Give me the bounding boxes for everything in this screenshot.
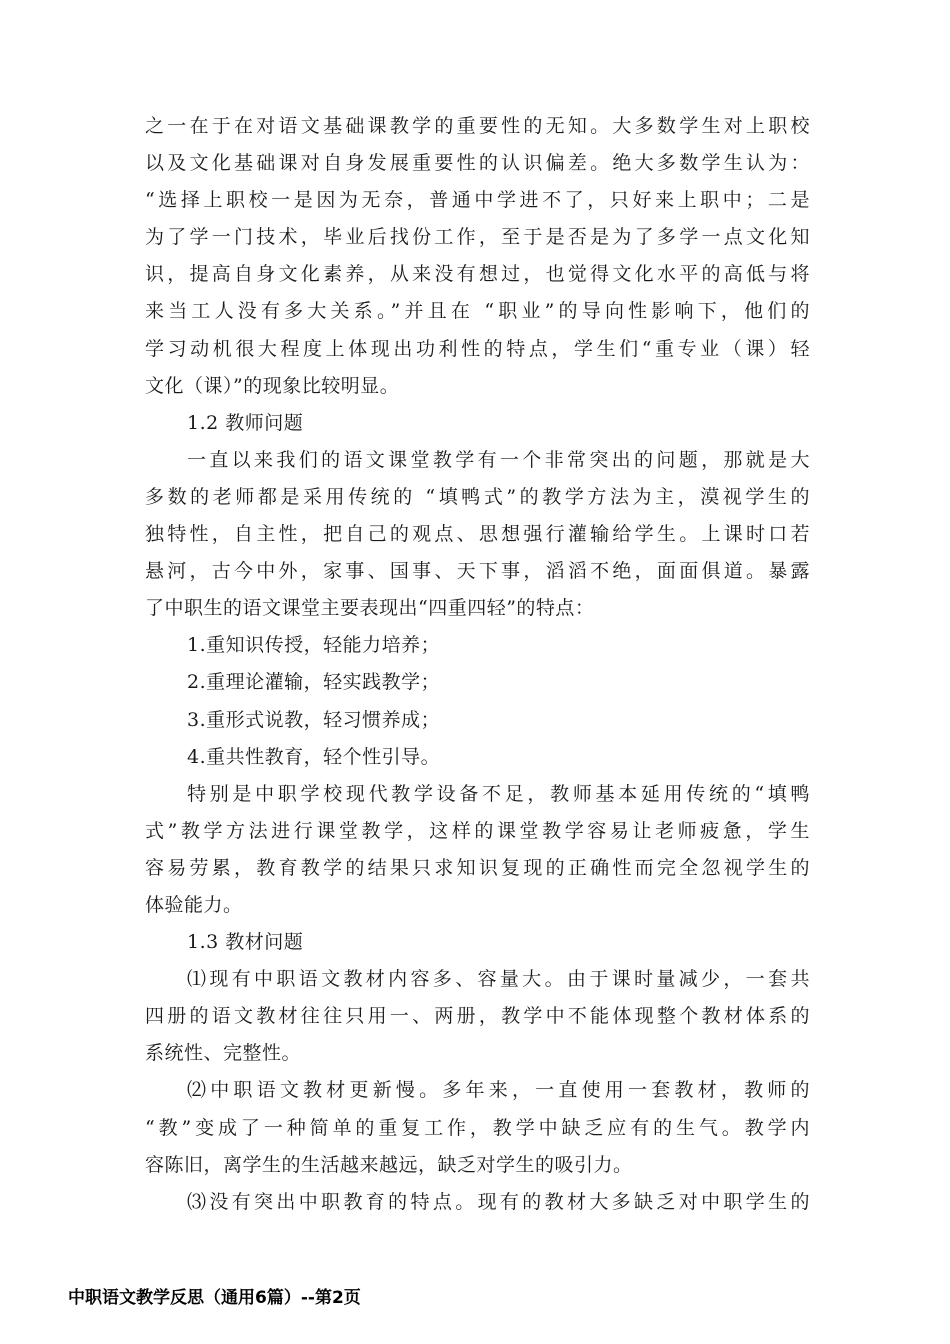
paragraph-line: 一直以来我们的语文课堂教学有一个非常突出的问题，那就是大 bbox=[187, 448, 810, 471]
paragraph-line: 为了学一门技术，毕业后找份工作，至于是否是为了多学一点文化知 bbox=[145, 226, 810, 249]
paragraph-line: 式”教学方法进行课堂教学，这样的课堂教学容易让老师疲惫，学生 bbox=[145, 819, 810, 842]
section-heading-line: 1.重知识传授，轻能力培养； bbox=[187, 634, 441, 657]
paragraph-line: 系统性、完整性。 bbox=[145, 1042, 302, 1065]
paragraph-line: 容易劳累，教育教学的结果只求知识复现的正确性而完全忽视学生的 bbox=[145, 856, 810, 879]
paragraph-line: 容陈旧，离学生的生活越来越远，缺乏对学生的吸引力。 bbox=[145, 1153, 633, 1176]
section-heading-line: 1.2 教师问题 bbox=[187, 411, 304, 434]
page-footer: 中职语文教学反思（通用6篇）--第2页 bbox=[68, 1288, 361, 1308]
paragraph-line: 体验能力。 bbox=[145, 893, 243, 916]
section-heading-line: 4.重共性教育，轻个性引导。 bbox=[187, 745, 441, 768]
paragraph-line: 四册的语文教材往往只用一、两册，教学中不能体现整个教材体系的 bbox=[145, 1005, 810, 1028]
section-heading-line: 1.3 教材问题 bbox=[187, 931, 304, 954]
section-heading-line: 2.重理论灌输，轻实践教学； bbox=[187, 671, 441, 694]
paragraph-line: 多数的老师都是采用传统的 “填鸭式”的教学方法为主，漠视学生的 bbox=[145, 485, 810, 508]
paragraph-line: 了中职生的语文课堂主要表现出“四重四轻”的特点： bbox=[145, 597, 595, 620]
paragraph-line: 以及文化基础课对自身发展重要性的认识偏差。绝大多数学生认为： bbox=[145, 152, 810, 175]
paragraph-line: ⑴现有中职语文教材内容多、容量大。由于课时量减少，一套共 bbox=[187, 968, 810, 991]
paragraph-line: 识，提高自身文化素养，从来没有想过，也觉得文化水平的高低与将 bbox=[145, 263, 810, 286]
paragraph-line: 独特性，自主性，把自己的观点、思想强行灌输给学生。上课时口若 bbox=[145, 523, 810, 546]
paragraph-line: 文化（课）”的现象比较明显。 bbox=[145, 374, 400, 397]
body-text bbox=[145, 108, 810, 1221]
paragraph-line: ⑵中职语文教材更新慢。多年来，一直使用一套教材，教师的 bbox=[187, 1079, 810, 1102]
paragraph-line: ⑶没有突出中职教育的特点。现有的教材大多缺乏对中职学生的 bbox=[187, 1190, 810, 1213]
paragraph-line: 之一在于在对语文基础课教学的重要性的无知。大多数学生对上职校 bbox=[145, 115, 810, 137]
paragraph-line: 特别是中职学校现代教学设备不足，教师基本延用传统的“填鸭 bbox=[187, 782, 810, 805]
section-heading-line: 3.重形式说教，轻习惯养成； bbox=[187, 708, 441, 731]
paragraph-line: 来当工人没有多大关系。”并且在 “职业”的导向性影响下，他们的 bbox=[145, 300, 810, 323]
paragraph-line: “教”变成了一种简单的重复工作，教学中缺乏应有的生气。教学内 bbox=[145, 1116, 810, 1139]
paragraph-line: 学习动机很大程度上体现出功利性的特点，学生们“重专业（课）轻 bbox=[145, 337, 810, 360]
paragraph-line: “选择上职校一是因为无奈，普通中学进不了，只好来上职中；二是 bbox=[145, 189, 810, 212]
paragraph-line: 悬河，古今中外，家事、国事、天下事，滔滔不绝，面面俱道。暴露 bbox=[145, 560, 810, 583]
